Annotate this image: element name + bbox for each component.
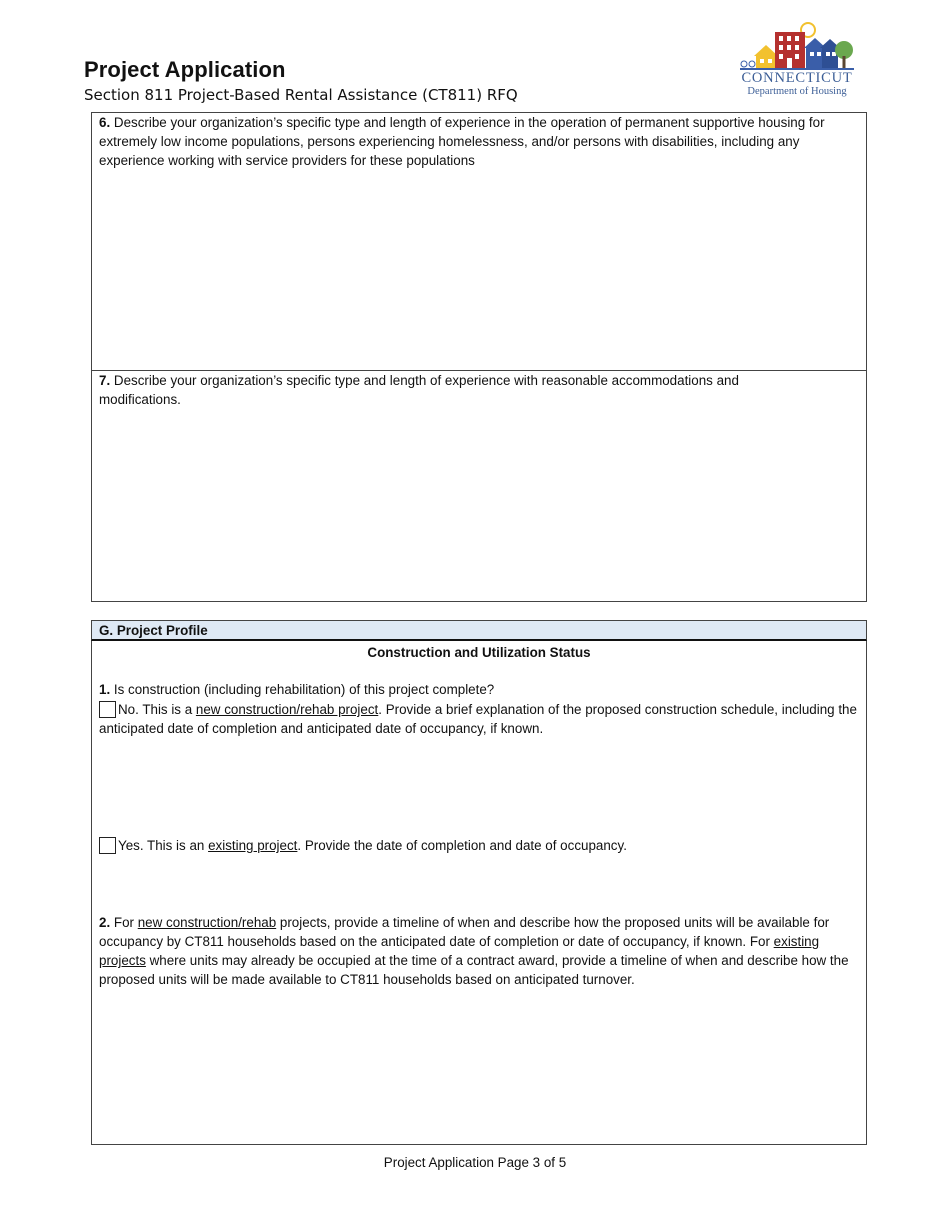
g-q1-question: Is construction (including rehabilitation) of this project complete? [113, 682, 495, 697]
g-q2-link1: new construction/rehab [137, 915, 277, 930]
houses-icon [732, 18, 862, 72]
no-option-pre: No. This is a [118, 702, 196, 717]
section-g-heading: Construction and Utilization Status [367, 645, 591, 660]
logo-dept: Department of Housing [747, 86, 847, 97]
q6-number: 6. [99, 115, 111, 130]
g-q2-part1: For [113, 915, 138, 930]
q6-text-block [99, 113, 861, 170]
no-checkbox[interactable] [99, 701, 116, 718]
g-q1-no-option [99, 700, 861, 738]
q7-number: 7. [99, 373, 111, 388]
g-q2-text-block [99, 913, 859, 989]
ct-housing-logo [732, 18, 862, 102]
yes-checkbox[interactable] [99, 837, 116, 854]
g-q2-number: 2. [99, 915, 111, 930]
q6-question: Describe your organization’s specific type and length of experience in the operation of permanent supportive housing for extremely low income populations, persons experiencing homelessness, and/or persons with disabilities, including any experience working with service providers for these populations [99, 115, 825, 168]
q7-text-block [99, 371, 799, 409]
yes-option-link: existing project [208, 838, 298, 853]
no-option-link: new construction/rehab project [195, 702, 379, 717]
yes-option-post: . Provide the date of completion and date of occupancy. [297, 838, 627, 853]
yes-option-pre: Yes. This is an [118, 838, 209, 853]
q6-q7-box [91, 112, 867, 602]
page-title: Project Application [84, 57, 286, 82]
no-option-post: . Provide a brief explanation of the proposed construction schedule, including the anticipated date of completion and anticipated date of occupancy, if known. [99, 702, 857, 736]
g-q1-text-block [99, 680, 861, 699]
q7-question: Describe your organization’s specific type and length of experience with reasonable accommodations and modifications. [99, 373, 739, 407]
page-footer: Project Application Page 3 of 5 [383, 1155, 567, 1170]
page-subtitle: Section 811 Project-Based Rental Assistance (CT811) RFQ [84, 86, 518, 104]
section-g-title: G. Project Profile [91, 620, 867, 641]
logo-name: CONNECTICUT [741, 70, 853, 86]
g-q1-number: 1. [99, 682, 111, 697]
g-q2-part3: where units may already be occupied at the time of a contract award, provide a timeline of when and describe how the proposed units will be made available to CT811 households based on anticipated turnover. [99, 953, 849, 987]
g-q1-yes-option [99, 836, 861, 855]
g-q2-part2: projects, provide a timeline of when and describe how the proposed units will be available for occupancy by CT811 households based on the anticipated date of completion or date of occupancy, if known. For [99, 915, 830, 949]
g-q2-link2: existing projects [99, 934, 820, 968]
